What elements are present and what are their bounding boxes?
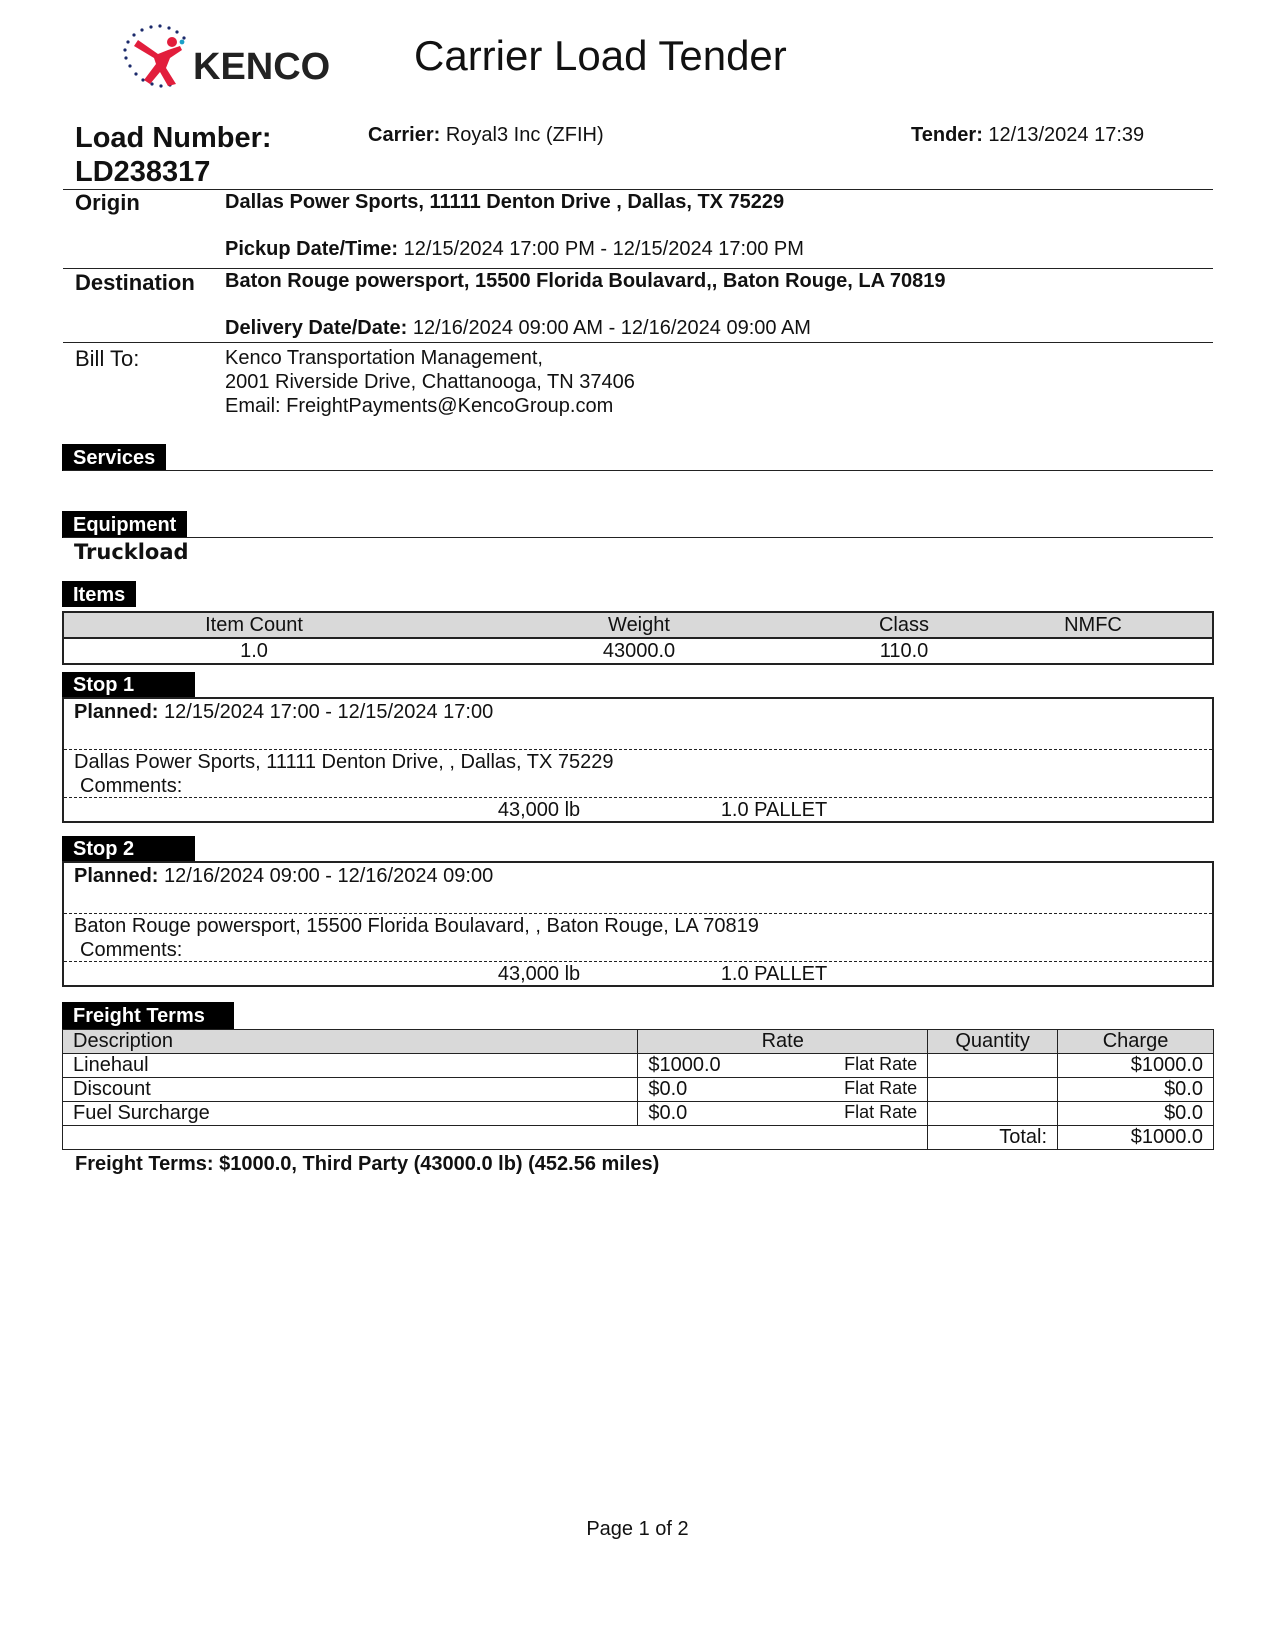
logo-accent-dot xyxy=(180,40,185,45)
freight-description: Fuel Surcharge xyxy=(63,1102,638,1126)
stop-2-quantity: 1.0 PALLET xyxy=(720,963,828,985)
freight-rate-unit: Flat Rate xyxy=(844,1054,918,1074)
divider xyxy=(63,537,1213,538)
divider xyxy=(63,268,1213,269)
freight-rate-value: $0.0 xyxy=(648,1078,688,1100)
freight-row xyxy=(63,1054,1214,1078)
freight-charge: $0.0 xyxy=(1058,1078,1214,1102)
equipment-value: Truckload xyxy=(74,540,189,564)
divider xyxy=(63,342,1213,343)
item-weight: 43000.0 xyxy=(602,640,676,662)
pickup-date-value: 12/15/2024 17:00 PM - 12/15/2024 17:00 PM xyxy=(403,238,804,260)
carrier-label: Carrier: xyxy=(368,124,441,146)
stop-2-comments-label: Comments: xyxy=(80,939,183,961)
freight-rate-unit: Flat Rate xyxy=(844,1102,918,1122)
stop-1-planned xyxy=(74,701,493,724)
logo-text: KENCO xyxy=(193,46,331,88)
items-tab: Items xyxy=(62,581,136,607)
items-table xyxy=(62,611,1214,665)
stop-1-planned-value: 12/15/2024 17:00 - 12/15/2024 17:00 xyxy=(164,701,494,723)
page-number: Page 1 of 2 xyxy=(586,1518,689,1540)
bill-to-label: Bill To: xyxy=(75,346,140,371)
item-count: 1.0 xyxy=(240,640,268,662)
freight-terms-tab: Freight Terms xyxy=(62,1002,234,1029)
items-header-row xyxy=(64,613,1212,639)
stop-1-quantity: 1.0 PALLET xyxy=(720,799,828,821)
origin-address: Dallas Power Sports, 11111 Denton Drive , Dallas, TX 75229 xyxy=(225,191,785,213)
freight-rate-unit: Flat Rate xyxy=(844,1078,918,1098)
bill-to-line: Kenco Transportation Management, xyxy=(225,347,543,369)
load-number xyxy=(75,121,375,189)
items-header-class: Class xyxy=(878,614,929,636)
pickup-date-label: Pickup Date/Time: xyxy=(225,238,399,260)
freight-total-spacer xyxy=(63,1126,928,1150)
origin-label: Origin xyxy=(75,190,140,215)
destination-address: Baton Rouge powersport, 15500 Florida Boulavard,, Baton Rouge, LA 70819 xyxy=(225,270,946,292)
document-title: Carrier Load Tender xyxy=(414,32,787,79)
equipment-tab: Equipment xyxy=(62,511,187,538)
tender-value: 12/13/2024 17:39 xyxy=(988,124,1145,146)
tender xyxy=(911,124,1144,147)
freight-total-label: Total: xyxy=(928,1126,1058,1150)
freight-description: Linehaul xyxy=(63,1054,638,1078)
freight-terms-summary: Freight Terms: $1000.0, Third Party (43000.0 lb) (452.56 miles) xyxy=(75,1153,660,1175)
load-number-label: Load Number: xyxy=(75,122,272,154)
dashed-divider xyxy=(64,913,1212,914)
items-row xyxy=(64,639,1212,663)
freight-header-row xyxy=(63,1030,1214,1054)
stop-1-comments-label: Comments: xyxy=(80,775,183,797)
freight-total-value: $1000.0 xyxy=(1058,1126,1214,1150)
freight-description: Discount xyxy=(63,1078,638,1102)
items-header-nmfc: NMFC xyxy=(1064,614,1122,636)
logo-figure xyxy=(134,37,182,86)
stop-1-box xyxy=(62,697,1214,823)
freight-header-quantity: Quantity xyxy=(928,1030,1058,1054)
load-number-value: LD238317 xyxy=(75,156,211,188)
tender-label: Tender: xyxy=(911,124,983,146)
freight-quantity xyxy=(928,1102,1058,1126)
items-header-weight: Weight xyxy=(608,614,670,636)
freight-rate xyxy=(638,1054,928,1078)
dashed-divider xyxy=(64,961,1212,962)
freight-header-description: Description xyxy=(63,1030,638,1054)
destination-label: Destination xyxy=(75,270,195,295)
freight-charge: $1000.0 xyxy=(1058,1054,1214,1078)
delivery-date-value: 12/16/2024 09:00 AM - 12/16/2024 09:00 AM xyxy=(412,317,811,339)
freight-total-row xyxy=(63,1126,1214,1150)
freight-table xyxy=(62,1029,1214,1150)
stop-2-box xyxy=(62,861,1214,987)
freight-charge: $0.0 xyxy=(1058,1102,1214,1126)
freight-header-rate: Rate xyxy=(638,1030,928,1054)
stop-2-tab: Stop 2 xyxy=(62,836,195,861)
freight-rate xyxy=(638,1102,928,1126)
stop-2-planned-label: Planned: xyxy=(74,865,159,887)
item-nmfc xyxy=(974,639,1212,663)
freight-header-charge: Charge xyxy=(1058,1030,1214,1054)
carrier xyxy=(368,124,604,147)
freight-rate-value: $0.0 xyxy=(648,1102,688,1124)
stop-1-tab: Stop 1 xyxy=(62,672,195,697)
services-tab: Services xyxy=(62,444,166,471)
bill-to-block xyxy=(225,346,635,418)
stop-2-planned xyxy=(74,865,493,888)
divider xyxy=(63,189,1213,190)
stop-2-address: Baton Rouge powersport, 15500 Florida Boulavard, , Baton Rouge, LA 70819 xyxy=(74,915,759,937)
items-header-item-count: Item Count xyxy=(205,614,303,636)
freight-quantity xyxy=(928,1078,1058,1102)
freight-rate-value: $1000.0 xyxy=(648,1054,721,1076)
stop-1-planned-label: Planned: xyxy=(74,701,159,723)
pickup-date xyxy=(225,238,804,261)
freight-rate xyxy=(638,1078,928,1102)
bill-to-line: 2001 Riverside Drive, Chattanooga, TN 37406 xyxy=(225,371,635,393)
freight-row xyxy=(63,1078,1214,1102)
bill-to-line: Email: FreightPayments@KencoGroup.com xyxy=(225,395,614,417)
delivery-date xyxy=(225,317,811,340)
stop-1-weight: 43,000 lb xyxy=(497,799,581,821)
item-class: 110.0 xyxy=(879,640,929,662)
stop-1-address: Dallas Power Sports, 11111 Denton Drive, , Dallas, TX 75229 xyxy=(74,751,614,773)
divider xyxy=(63,470,1213,471)
dashed-divider xyxy=(64,749,1212,750)
freight-quantity xyxy=(928,1054,1058,1078)
carrier-value: Royal3 Inc (ZFIH) xyxy=(445,124,604,146)
stop-2-weight: 43,000 lb xyxy=(497,963,581,985)
freight-row xyxy=(63,1102,1214,1126)
delivery-date-label: Delivery Date/Date: xyxy=(225,317,408,339)
stop-2-planned-value: 12/16/2024 09:00 - 12/16/2024 09:00 xyxy=(164,865,494,887)
dashed-divider xyxy=(64,797,1212,798)
